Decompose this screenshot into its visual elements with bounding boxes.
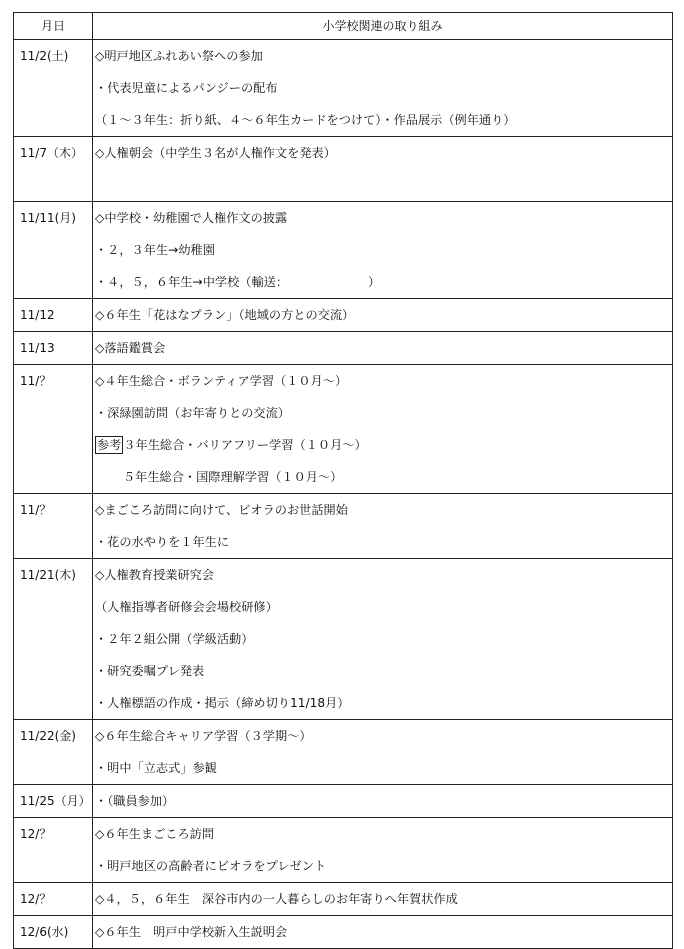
date-cell: 12/6(水) (14, 916, 93, 949)
content-line: ◇人権朝会（中学生３名が人権作文を発表） (95, 146, 336, 160)
table-row (14, 299, 673, 332)
content-line: ◇４，５，６年生 深谷市内の一人暮らしのお年寄りへ年賀状作成 (95, 892, 458, 906)
date-cell: 11/21(木) (14, 559, 93, 720)
content-cell (93, 202, 673, 299)
content-line: ◇６年生「花はなプラン」（地域の方との交流） (95, 308, 355, 322)
date-cell: 11/22(金) (14, 720, 93, 785)
reference-badge: 参考 (97, 438, 122, 452)
content-cell (93, 916, 673, 949)
table-row (14, 559, 673, 720)
content-line: ◇６年生まごころ訪問 (95, 827, 215, 841)
schedule-table (13, 12, 673, 949)
date-cell: 11/7（木） (14, 137, 93, 202)
table-row (14, 40, 673, 137)
content-cell (93, 494, 673, 559)
date-cell: 11/？ (14, 365, 93, 494)
content-line: ◇６年生 明戸中学校新入生説明会 (95, 925, 288, 939)
content-line: ・４，５，６年生→中学校（輸送： ） (95, 275, 381, 289)
content-line: ・（職員参加） (95, 794, 175, 808)
content-cell (93, 818, 673, 883)
date-cell: 11/11(月) (14, 202, 93, 299)
content-line: ・代表児童によるパンジーの配布 (95, 81, 278, 95)
date-cell: 11/25（月） (14, 785, 93, 818)
content-cell (93, 559, 673, 720)
content-line: ・花の水やりを１年生に (95, 535, 230, 549)
date-cell: 11/13 (14, 332, 93, 365)
content-line: ５年生総合・国際理解学習（１０月～） (123, 470, 343, 484)
content-cell (93, 137, 673, 202)
date-column-header: 月日 (14, 13, 93, 40)
content-cell (93, 332, 673, 365)
header-row (14, 13, 673, 40)
content-line: ・明中「立志式」参観 (95, 761, 217, 775)
content-column-header: 小学校関連の取り組み (93, 13, 673, 40)
content-line: ・人権標語の作成・掲示（締め切り11/18月） (95, 696, 350, 710)
content-cell (93, 365, 673, 494)
content-line: 参考 ３年生総合・バリアフリー学習（１０月～） (97, 438, 367, 452)
table-row (14, 365, 673, 494)
content-line: ◇落語鑑賞会 (95, 341, 166, 355)
content-line: （人権指導者研修会会場校研修） (95, 600, 278, 614)
table-row (14, 818, 673, 883)
content-line: ◇明戸地区ふれあい祭への参加 (95, 49, 263, 63)
date-cell: 11/？ (14, 494, 93, 559)
table-row (14, 202, 673, 299)
content-cell (93, 299, 673, 332)
content-line (93, 169, 672, 201)
table-row (14, 720, 673, 785)
table-row (14, 785, 673, 818)
content-cell (93, 40, 673, 137)
content-line: ・深緑園訪問（お年寄りとの交流） (95, 406, 290, 420)
content-line: ◇人権教育授業研究会 (95, 568, 215, 582)
table-row (14, 332, 673, 365)
content-cell (93, 883, 673, 916)
table-row (14, 494, 673, 559)
content-line: ・明戸地区の高齢者にビオラをプレゼント (95, 859, 327, 873)
date-cell: 12/？ (14, 818, 93, 883)
content-line: ◇まごころ訪問に向けて、ビオラのお世話開始 (95, 503, 348, 517)
content-line: ◇６年生総合キャリア学習（３学期～） (95, 729, 312, 743)
table-row (14, 883, 673, 916)
content-line: （１～３年生：折り紙、４～６年生カードをつけて）・作品展示（例年通り） (95, 113, 516, 127)
content-line: ◇４年生総合・ボランティア学習（１０月～） (95, 374, 348, 388)
table-row (14, 916, 673, 949)
content-line: ・２年２組公開（学級活動） (95, 632, 254, 646)
table-row (14, 137, 673, 202)
content-cell (93, 720, 673, 785)
date-cell: 12/？ (14, 883, 93, 916)
date-cell: 11/2(土) (14, 40, 93, 137)
content-cell (93, 785, 673, 818)
content-line: ◇中学校・幼稚園で人権作文の披露 (95, 211, 288, 225)
date-cell: 11/12 (14, 299, 93, 332)
content-line: ・研究委嘱プレ発表 (95, 664, 205, 678)
content-line: ・２，３年生→幼稚園 (95, 243, 215, 257)
